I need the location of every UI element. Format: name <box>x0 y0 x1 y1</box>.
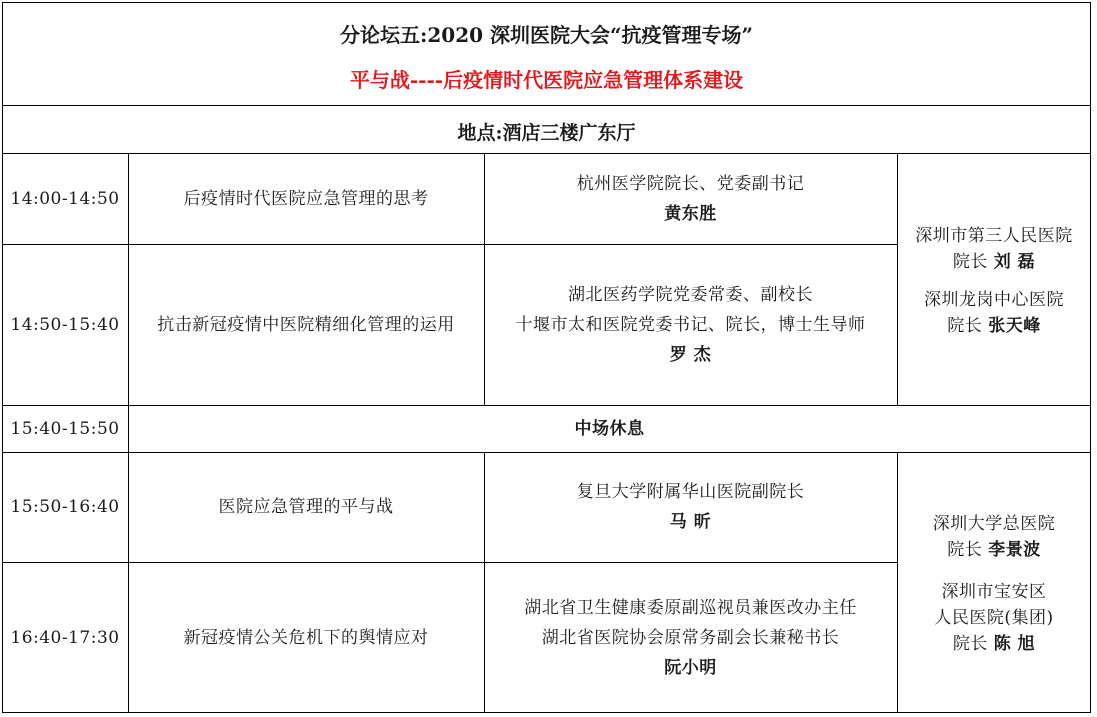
break-time-text: 15:40-15:50 <box>10 418 120 439</box>
session-time-text: 14:00-14:50 <box>10 188 120 209</box>
speaker-name: 黄东胜 <box>664 203 717 224</box>
host-line <box>953 251 1035 273</box>
host-org: 人民医院(集团) <box>934 607 1054 628</box>
session-time-text: 14:50-15:40 <box>10 314 120 335</box>
host-org: 深圳市宝安区 <box>941 581 1047 602</box>
host-role: 院长 <box>947 316 983 336</box>
speaker-title: 复旦大学附属华山医院副院长 <box>576 482 805 502</box>
session-topic <box>128 153 484 244</box>
host-line <box>947 539 1040 561</box>
session-topic <box>128 562 484 713</box>
session-time <box>2 562 128 713</box>
host-name: 张天峰 <box>988 316 1041 336</box>
host-cell <box>897 153 1091 405</box>
session-speaker <box>484 562 897 713</box>
session-time-text: 16:40-17:30 <box>10 627 120 648</box>
break-label <box>128 405 1091 452</box>
host-role: 院长 <box>947 539 983 560</box>
venue: 地点:酒店三楼广东厅 <box>457 122 636 144</box>
host-role: 院长 <box>952 633 988 654</box>
session-topic-text: 医院应急管理的平与战 <box>218 497 394 517</box>
session-speaker <box>484 153 897 244</box>
host-name: 李景波 <box>988 539 1041 560</box>
speaker-title: 湖北省医院协会原常务副会长兼秘书长 <box>541 627 840 648</box>
session-speaker <box>484 244 897 405</box>
speaker-title: 湖北医药学院党委常委、副校长 <box>568 284 813 305</box>
session-time <box>2 153 128 244</box>
session-topic-text: 后疫情时代医院应急管理的思考 <box>183 188 429 209</box>
forum-subtitle: 平与战----后疫情时代医院应急管理体系建设 <box>349 68 744 92</box>
break-label-text: 中场休息 <box>574 418 645 439</box>
session-time <box>2 452 128 562</box>
session-topic-text: 新冠疫情公关危机下的舆情应对 <box>183 627 429 648</box>
speaker-name: 阮小明 <box>664 657 717 678</box>
speaker-name: 罗 杰 <box>669 344 712 365</box>
speaker-name: 马 昕 <box>669 512 712 532</box>
speaker-title: 杭州医学院院长、党委副书记 <box>576 173 805 194</box>
host-cell <box>897 452 1091 713</box>
host-line <box>953 631 1035 657</box>
session-time-text: 15:50-16:40 <box>10 497 120 517</box>
session-time <box>2 244 128 405</box>
forum-title: 分论坛五:2020 深圳医院大会“抗疫管理专场” <box>339 23 754 47</box>
host-name: 陈 旭 <box>993 633 1036 654</box>
host-name: 刘 磊 <box>993 252 1036 272</box>
speaker-title: 十堰市太和医院党委书记、院长，博士生导师 <box>515 314 866 335</box>
host-org: 深圳龙岗中心医院 <box>924 290 1064 310</box>
session-topic-text: 抗击新冠疫情中医院精细化管理的运用 <box>157 314 455 335</box>
host-role: 院长 <box>952 252 988 272</box>
host-org: 深圳市第三人民医院 <box>915 226 1073 246</box>
speaker-title: 湖北省卫生健康委原副巡视员兼医改办主任 <box>524 597 857 618</box>
session-speaker <box>484 452 897 562</box>
session-topic <box>128 244 484 405</box>
break-time <box>2 405 128 452</box>
host-line <box>947 315 1040 337</box>
host-org: 深圳大学总医院 <box>932 513 1056 534</box>
row-divider <box>2 105 1091 106</box>
session-topic <box>128 452 484 562</box>
